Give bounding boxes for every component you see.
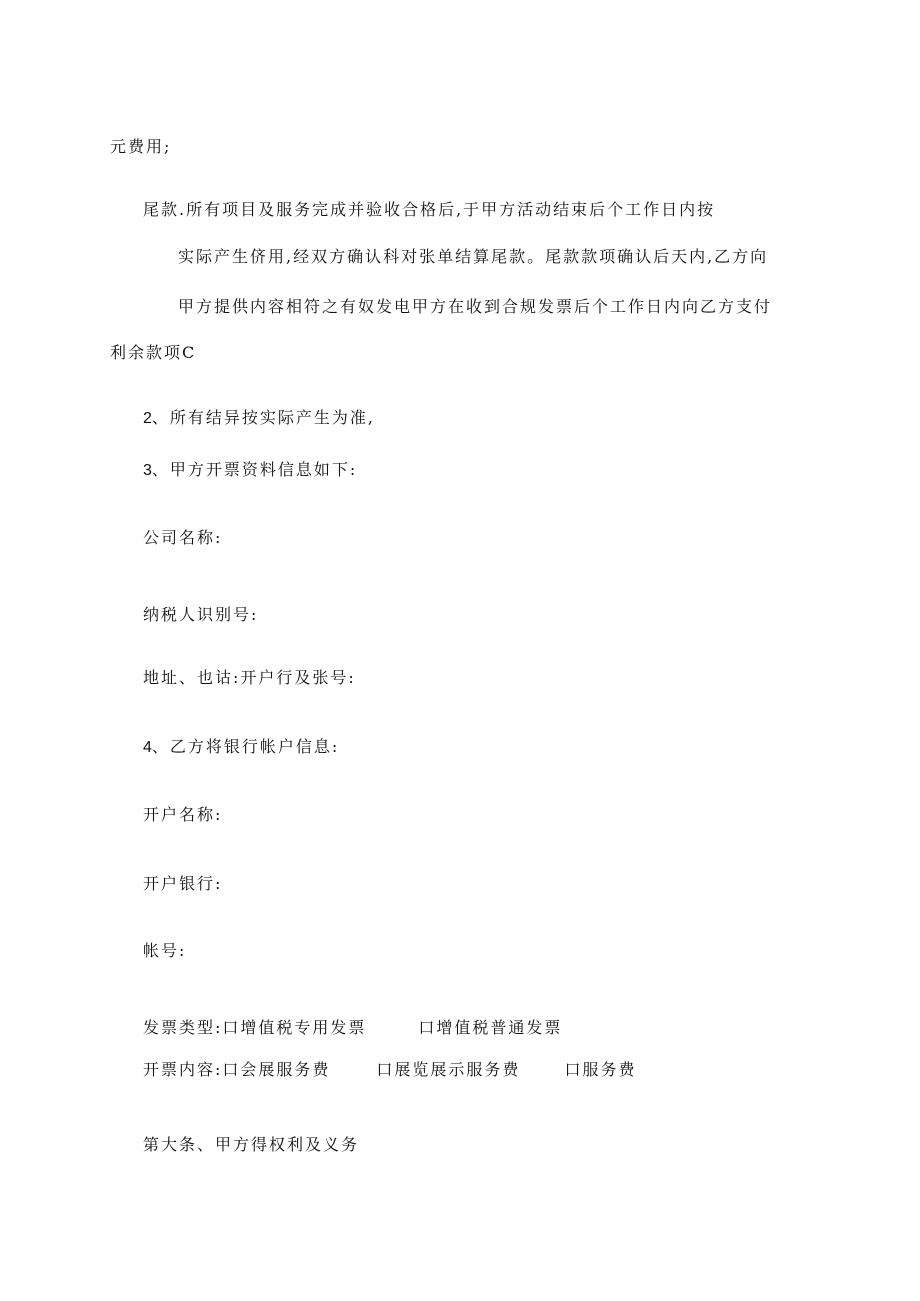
invoice-content-option-service[interactable]: 口服务费 (564, 1060, 637, 1079)
item-4 (143, 737, 339, 758)
account-name-label: 开户名称: (143, 805, 223, 824)
invoice-content-row (143, 1060, 636, 1080)
final-payment-line-2: 实际产生侪用,经双方确认科对张单结算尾款。尾款款项确认后天内,乙方向 (178, 247, 769, 266)
item-3-number: 3 (143, 462, 152, 479)
final-payment-line-1: 尾款.所有项目及服务完成并验收合格后,于甲方活动结束后个工作日内按 (143, 200, 716, 219)
invoice-type-label: 发票类型: (143, 1018, 223, 1037)
item-3 (143, 460, 357, 481)
company-name-label: 公司名称: (143, 528, 223, 547)
taxpayer-id-label: 纳税人识别号: (143, 605, 259, 624)
address-phone-label: 地址、也诂: (143, 668, 241, 687)
bank-account-label: 开户行及张号: (240, 668, 356, 687)
item-4-number: 4 (143, 739, 152, 756)
fee-tail-line: 元费用; (110, 137, 172, 156)
bank-label: 开户银行: (143, 874, 223, 893)
item-4-text: 、乙方将银行帐户信息: (151, 737, 340, 756)
final-payment-line-3: 甲方提供内容相符之有奴发电甲方在收到合规发票后个工作日内向乙方支付 (178, 297, 773, 316)
invoice-type-option-special[interactable]: 口增值税专用发票 (222, 1018, 367, 1037)
item-3-text: 、甲方开票资料信息如下: (151, 460, 358, 479)
item-2-text: 、所有结异按实际产生为准, (151, 408, 375, 427)
final-payment-line-4: 利余款项C (110, 343, 197, 362)
invoice-content-option-exhibition-service[interactable]: 口会展服务费 (222, 1060, 331, 1079)
invoice-type-row (143, 1018, 562, 1038)
invoice-type-option-general[interactable]: 口增值税普通发票 (418, 1018, 563, 1037)
account-number-label: 帐号: (143, 941, 187, 960)
item-2-number: 2 (143, 410, 152, 427)
invoice-content-option-display-service[interactable]: 口展览展示服务费 (376, 1060, 521, 1079)
invoice-content-label: 开票内容: (143, 1060, 223, 1079)
address-phone-row (143, 668, 356, 688)
item-2 (143, 408, 375, 429)
article-heading: 第大条、甲方得权利及义务 (143, 1135, 360, 1154)
